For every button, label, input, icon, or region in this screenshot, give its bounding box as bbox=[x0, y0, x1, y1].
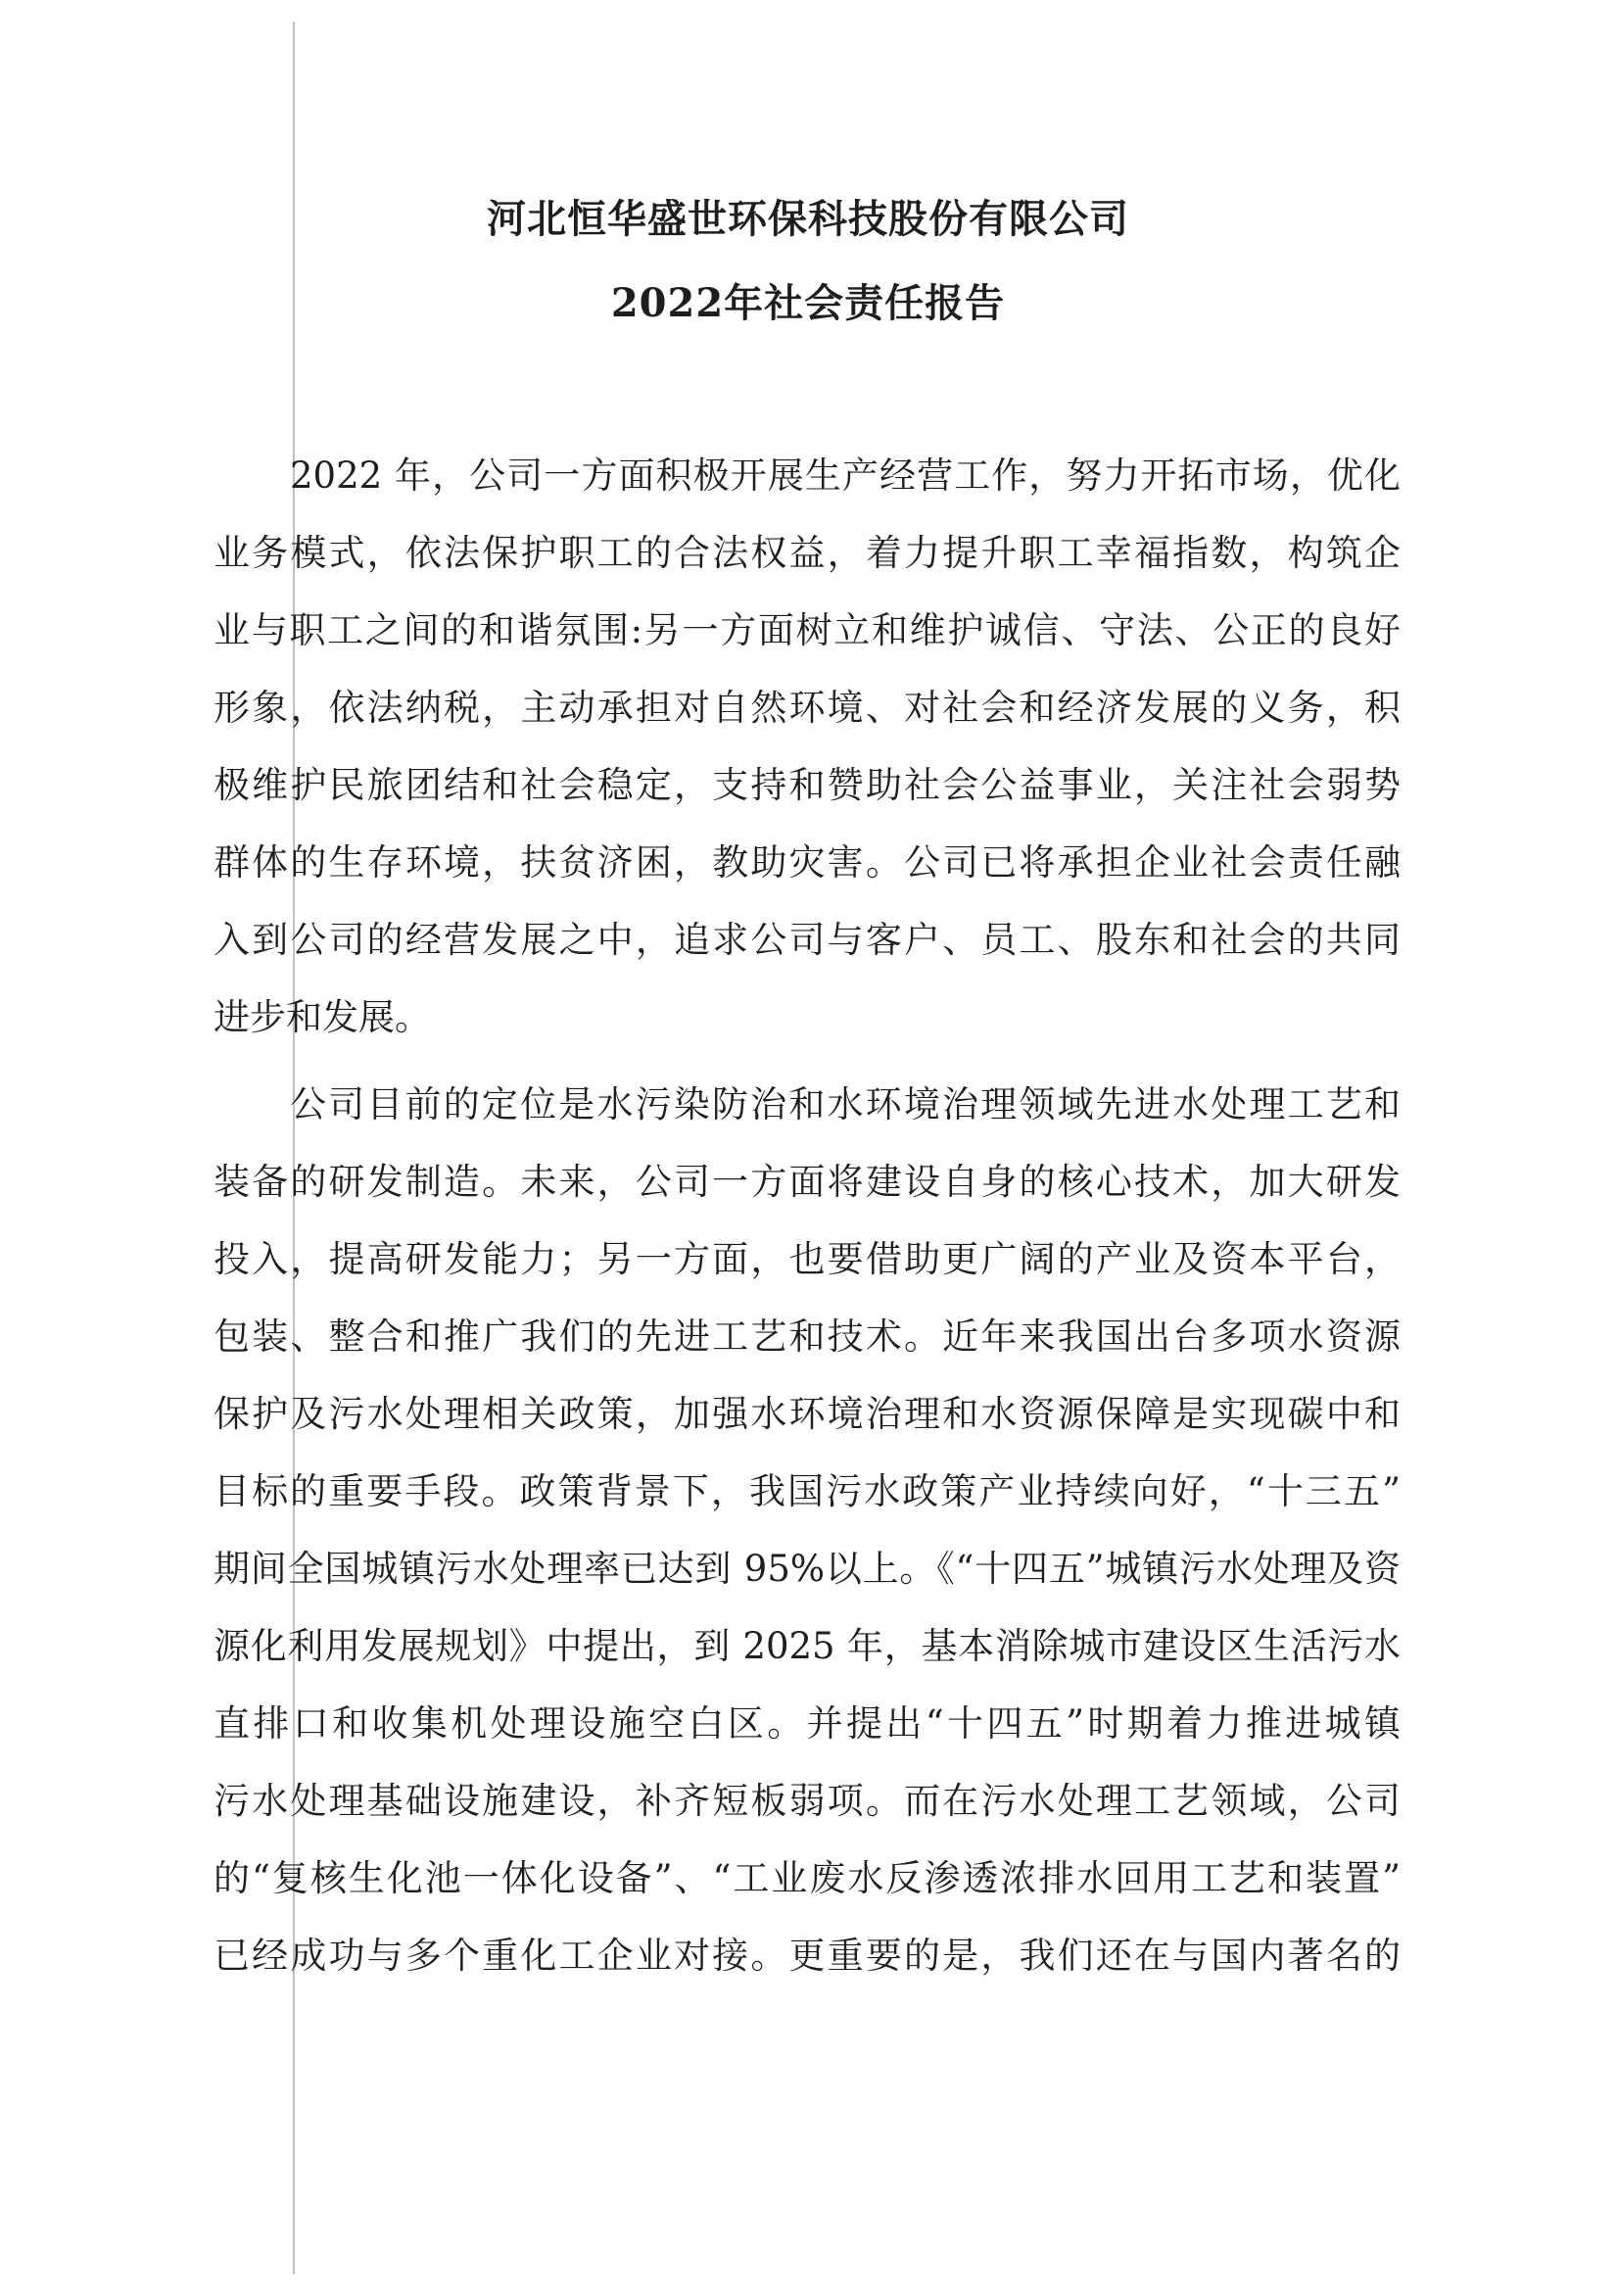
paragraph-line: 目标的重要手段。政策背景下，我国污水政策产业持续向好，“十三五” bbox=[214, 1470, 1401, 1512]
paragraph-line: 2022 年，公司一方面积极开展生产经营工作，努力开拓市场，优化 bbox=[290, 454, 1401, 497]
paragraph-line: 源化利用发展规划》中提出，到 2025 年，基本消除城市建设区生活污水 bbox=[214, 1625, 1401, 1667]
paragraph-line: 包装、整合和推广我们的先进工艺和技术。近年来我国出台多项水资源 bbox=[214, 1315, 1401, 1358]
paragraph-line: 进步和发展。 bbox=[214, 996, 431, 1038]
paragraph-line: 形象，依法纳税，主动承担对自然环境、对社会和经济发展的义务，积 bbox=[214, 687, 1401, 729]
paragraph-line: 投入，提高研发能力；另一方面，也要借助更广阔的产业及资本平台， bbox=[214, 1238, 1401, 1280]
paragraph-line: 已经成功与多个重化工企业对接。更重要的是，我们还在与国内著名的 bbox=[214, 1935, 1401, 1977]
paragraph-line: 直排口和收集机处理设施空白区。并提出“十四五”时期着力推进城镇 bbox=[214, 1702, 1401, 1745]
report-company-title: 河北恒华盛世环保科技股份有限公司 bbox=[487, 196, 1129, 242]
paragraph-line: 污水处理基础设施建设，补齐短板弱项。而在污水处理工艺领域，公司 bbox=[214, 1780, 1401, 1822]
report-year-title: 2022年社会责任报告 bbox=[610, 280, 1006, 326]
paragraph-line: 公司目前的定位是水污染防治和水环境治理领域先进水处理工艺和 bbox=[290, 1083, 1401, 1125]
paragraph-line: 群体的生存环境，扶贫济困，教助灾害。公司已将承担企业社会责任融 bbox=[214, 841, 1401, 884]
paragraph-line: 入到公司的经营发展之中，追求公司与客户、员工、股东和社会的共同 bbox=[214, 919, 1401, 961]
paragraph-line: 保护及污水处理相关政策，加强水环境治理和水资源保障是实现碳中和 bbox=[214, 1393, 1401, 1435]
paragraph-line: 期间全国城镇污水处理率已达到 95%以上。《“十四五”城镇污水处理及资 bbox=[214, 1548, 1401, 1590]
paragraph-line: 装备的研发制造。未来，公司一方面将建设自身的核心技术，加大研发 bbox=[214, 1161, 1401, 1203]
paragraph-line: 业与职工之间的和谐氛围:另一方面树立和维护诚信、守法、公正的良好 bbox=[214, 609, 1401, 651]
paragraph-line: 极维护民旅团结和社会稳定，支持和赞助社会公益事业，关注社会弱势 bbox=[214, 764, 1401, 806]
paragraph-line: 业务模式，依法保护职工的合法权益，着力提升职工幸福指数，构筑企 bbox=[214, 532, 1401, 574]
paragraph-line: 的“复核生化池一体化设备”、“工业废水反渗透浓排水回用工艺和装置” bbox=[214, 1857, 1401, 1899]
